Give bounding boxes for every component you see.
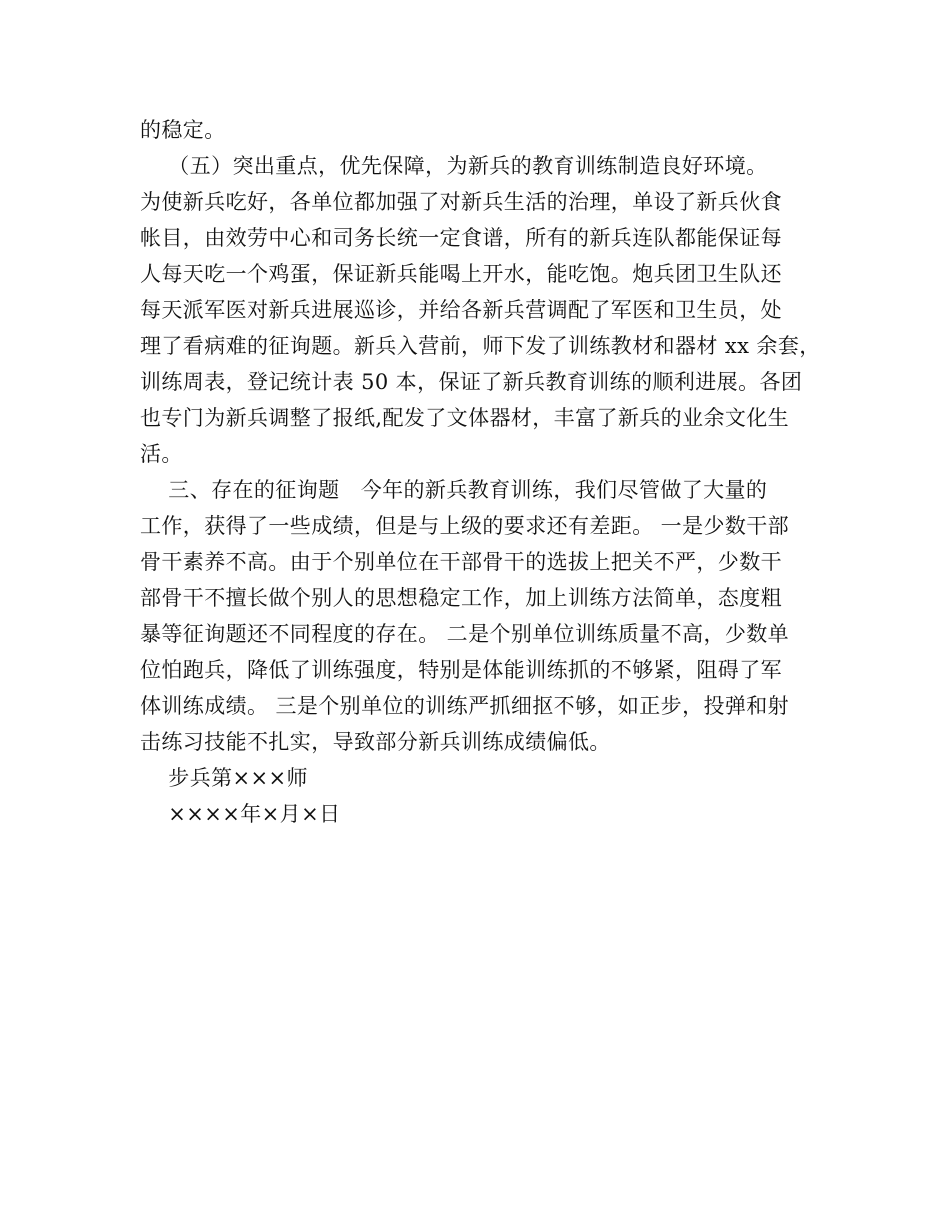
text-line: 也专门为新兵调整了报纸,配发了文体器材，丰富了新兵的业余文化生 — [140, 406, 790, 430]
text-line: 部骨干不擅长做个别人的思想稳定工作，加上训练方法简单，态度粗 — [140, 586, 782, 610]
document-page — [140, 112, 821, 832]
text-line: 体训练成绩。 三是个别单位的训练严抓细抠不够，如正步，投弹和射 — [140, 694, 790, 718]
text-line: 的稳定。 — [140, 118, 226, 142]
text-line: 理了看病难的征询题。新兵入营前，师下发了训练教材和器材 xx 余套， — [140, 334, 821, 358]
text-line: 帐目，由效劳中心和司务长统一定食谱，所有的新兵连队都能保证每 — [140, 226, 782, 250]
section-five-heading-line: （五）突出重点，优先保障，为新兵的教育训练制造良好环境。 — [140, 154, 768, 178]
text-line: 活。 — [140, 442, 183, 466]
section-three-heading-line: 三、存在的征询题 今年的新兵教育训练，我们尽管做了大量的 — [140, 478, 768, 502]
text-line: 工作，获得了一些成绩，但是与上级的要求还有差距。 一是少数干部 — [140, 514, 790, 538]
signature-date: ××××年×月×日 — [140, 802, 341, 826]
text-line: 骨干素养不高。由于个别单位在干部骨干的选拔上把关不严，少数干 — [140, 550, 782, 574]
signature-unit: 步兵第×××师 — [140, 766, 308, 790]
text-line: 每天派军医对新兵进展巡诊，并给各新兵营调配了军医和卫生员，处 — [140, 298, 782, 322]
text-line: 暴等征询题还不同程度的存在。 二是个别单位训练质量不高，少数单 — [140, 622, 790, 646]
text-line: 为使新兵吃好，各单位都加强了对新兵生活的治理，单设了新兵伙食 — [140, 190, 782, 214]
text-line: 训练周表，登记统计表 50 本，保证了新兵教育训练的顺利进展。各团 — [140, 370, 803, 394]
text-line: 击练习技能不扎实，导致部分新兵训练成绩偏低。 — [140, 730, 611, 754]
text-line: 位怕跑兵，降低了训练强度，特别是体能训练抓的不够紧，阻碍了军 — [140, 658, 782, 682]
text-line: 人每天吃一个鸡蛋，保证新兵能喝上开水，能吃饱。炮兵团卫生队还 — [140, 262, 782, 286]
